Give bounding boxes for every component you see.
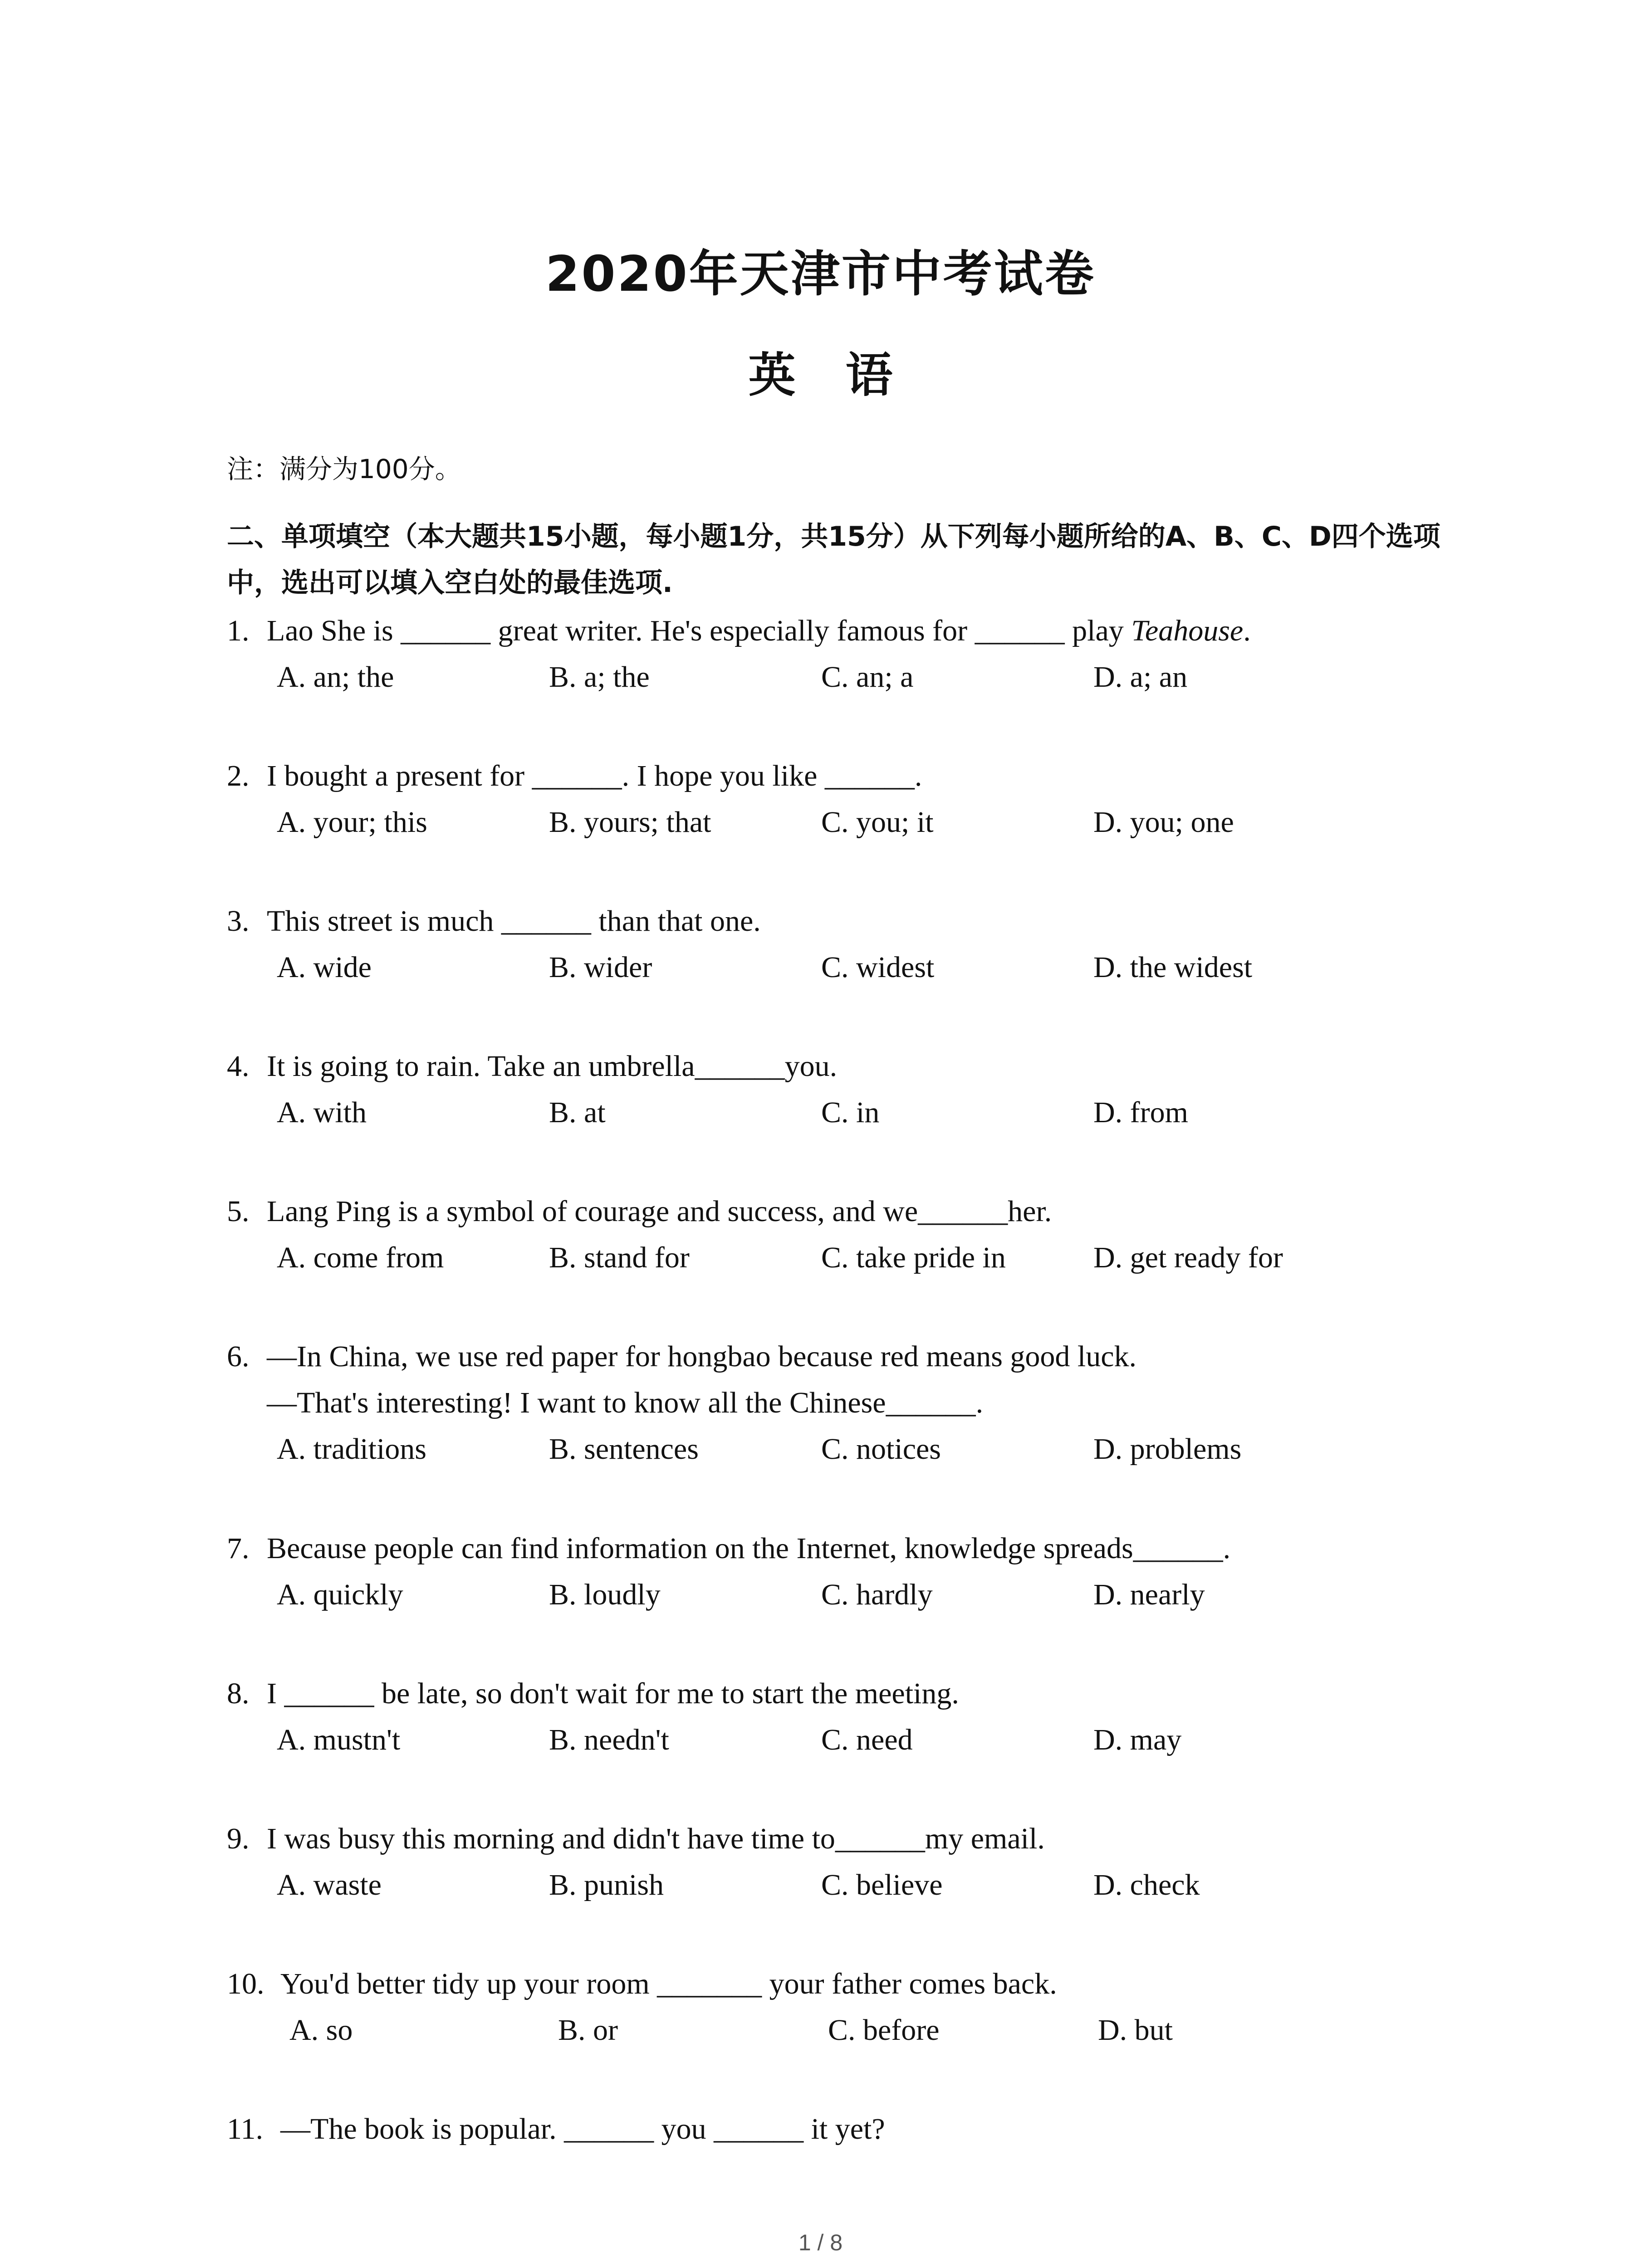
option-c[interactable]: C. hardly — [821, 1578, 933, 1611]
options-row — [227, 1572, 1497, 1618]
options-row — [227, 1235, 1497, 1281]
option-c[interactable]: C. an; a — [821, 660, 914, 694]
option-d[interactable]: D. from — [1093, 1096, 1188, 1129]
option-a[interactable]: A. wide — [277, 951, 372, 984]
question-number: 1. — [227, 614, 250, 647]
question-stem: 2. I bought a present for ______. I hope you like ______. — [227, 753, 1497, 799]
question-9 — [227, 1816, 1497, 1908]
option-d[interactable]: D. a; an — [1093, 660, 1188, 694]
option-a[interactable]: A. so — [289, 2014, 353, 2047]
exam-title: 2020年天津市中考试卷 — [545, 246, 1096, 303]
options-row — [227, 1717, 1497, 1763]
question-stem: 10. You'd better tidy up your room _______ your father comes back. — [227, 1961, 1497, 2007]
option-a[interactable]: A. quickly — [277, 1578, 403, 1611]
option-b[interactable]: B. punish — [549, 1868, 664, 1901]
question-stem: 5. Lang Ping is a symbol of courage and success, and we______her. — [227, 1188, 1497, 1235]
question-2 — [227, 753, 1497, 846]
option-a[interactable]: A. with — [277, 1096, 367, 1129]
question-stem: 1. Lao She is ______ great writer. He's especially famous for ______ play Teahouse. — [227, 608, 1497, 654]
option-d[interactable]: D. the widest — [1093, 951, 1253, 984]
question-number: 6. — [227, 1340, 250, 1373]
options-row — [227, 2007, 1497, 2053]
option-a[interactable]: A. waste — [277, 1868, 382, 1901]
subject-char-2: 语 — [845, 347, 893, 403]
question-number: 5. — [227, 1195, 250, 1228]
option-c[interactable]: C. need — [821, 1723, 913, 1756]
question-stem: 6. —In China, we use red paper for hongbao because red means good luck. — [227, 1334, 1497, 1380]
question-8 — [227, 1671, 1497, 1763]
question-11 — [227, 2106, 1497, 2152]
option-a[interactable]: A. mustn't — [277, 1723, 401, 1756]
options-row — [227, 654, 1497, 700]
question-number: 2. — [227, 759, 250, 792]
question-stem: 4. It is going to rain. Take an umbrella______you. — [227, 1043, 1497, 1090]
option-b[interactable]: B. wider — [549, 951, 652, 984]
section-heading: 二、单项填空（本大题共15小题，每小题1分，共15分）从下列每小题所给的A、B、C、D四个选项中，选出可以填入空白处的最佳选项. — [227, 521, 1440, 599]
subject-char-1: 英 — [748, 347, 796, 403]
question-stem: 8. I ______ be late, so don't wait for me to start the meeting. — [227, 1671, 1497, 1717]
option-b[interactable]: B. sentences — [549, 1432, 699, 1466]
option-d[interactable]: D. but — [1098, 2014, 1173, 2047]
question-7 — [227, 1525, 1497, 1618]
score-note: 注：满分为100分。 — [227, 454, 461, 484]
play-title: Teahouse — [1131, 614, 1244, 647]
option-c[interactable]: C. believe — [821, 1868, 943, 1901]
option-c[interactable]: C. take pride in — [821, 1241, 1006, 1274]
question-stem-line-2: —That's interesting! I want to know all the Chinese______. — [267, 1386, 984, 1419]
option-c[interactable]: C. before — [828, 2014, 940, 2047]
question-number: 7. — [227, 1532, 250, 1565]
option-d[interactable]: D. check — [1093, 1868, 1200, 1901]
option-d[interactable]: D. get ready for — [1093, 1241, 1283, 1274]
option-c[interactable]: C. you; it — [821, 806, 934, 839]
subject-title — [0, 347, 1641, 404]
question-4 — [227, 1043, 1497, 1136]
question-6 — [227, 1334, 1497, 1472]
options-row — [227, 799, 1497, 846]
option-a[interactable]: A. come from — [277, 1241, 444, 1274]
question-1 — [227, 608, 1497, 700]
option-a[interactable]: A. an; the — [277, 660, 394, 694]
options-row — [227, 1862, 1497, 1908]
option-b[interactable]: B. at — [549, 1096, 606, 1129]
options-row — [227, 944, 1497, 991]
option-a[interactable]: A. traditions — [277, 1432, 426, 1466]
question-stem: 11. —The book is popular. ______ you ______ it yet? — [227, 2106, 1497, 2152]
option-b[interactable]: B. stand for — [549, 1241, 690, 1274]
question-10 — [227, 1961, 1497, 2053]
question-number: 4. — [227, 1050, 250, 1083]
option-d[interactable]: D. may — [1093, 1723, 1182, 1756]
question-number: 9. — [227, 1822, 250, 1855]
option-d[interactable]: D. nearly — [1093, 1578, 1205, 1611]
option-c[interactable]: C. in — [821, 1096, 880, 1129]
option-d[interactable]: D. you; one — [1093, 806, 1234, 839]
option-c[interactable]: C. notices — [821, 1432, 941, 1466]
option-b[interactable]: B. needn't — [549, 1723, 669, 1756]
question-stem: 9. I was busy this morning and didn't have time to______my email. — [227, 1816, 1497, 1862]
question-number: 3. — [227, 904, 250, 938]
option-c[interactable]: C. widest — [821, 951, 935, 984]
option-b[interactable]: B. a; the — [549, 660, 650, 694]
question-number: 8. — [227, 1677, 250, 1710]
options-row — [227, 1090, 1497, 1136]
question-stem: 7. Because people can find information on the Internet, knowledge spreads______. — [227, 1525, 1497, 1572]
question-3 — [227, 898, 1497, 991]
option-b[interactable]: B. loudly — [549, 1578, 661, 1611]
option-b[interactable]: B. yours; that — [549, 806, 711, 839]
page-number: 1 / 8 — [798, 2230, 843, 2255]
question-number: 11. — [227, 2112, 264, 2146]
question-stem: 3. This street is much ______ than that one. — [227, 898, 1497, 944]
option-b[interactable]: B. or — [558, 2014, 618, 2047]
question-5 — [227, 1188, 1497, 1281]
question-number: 10. — [227, 1967, 265, 2000]
options-row — [227, 1426, 1497, 1472]
option-d[interactable]: D. problems — [1093, 1432, 1242, 1466]
option-a[interactable]: A. your; this — [277, 806, 427, 839]
